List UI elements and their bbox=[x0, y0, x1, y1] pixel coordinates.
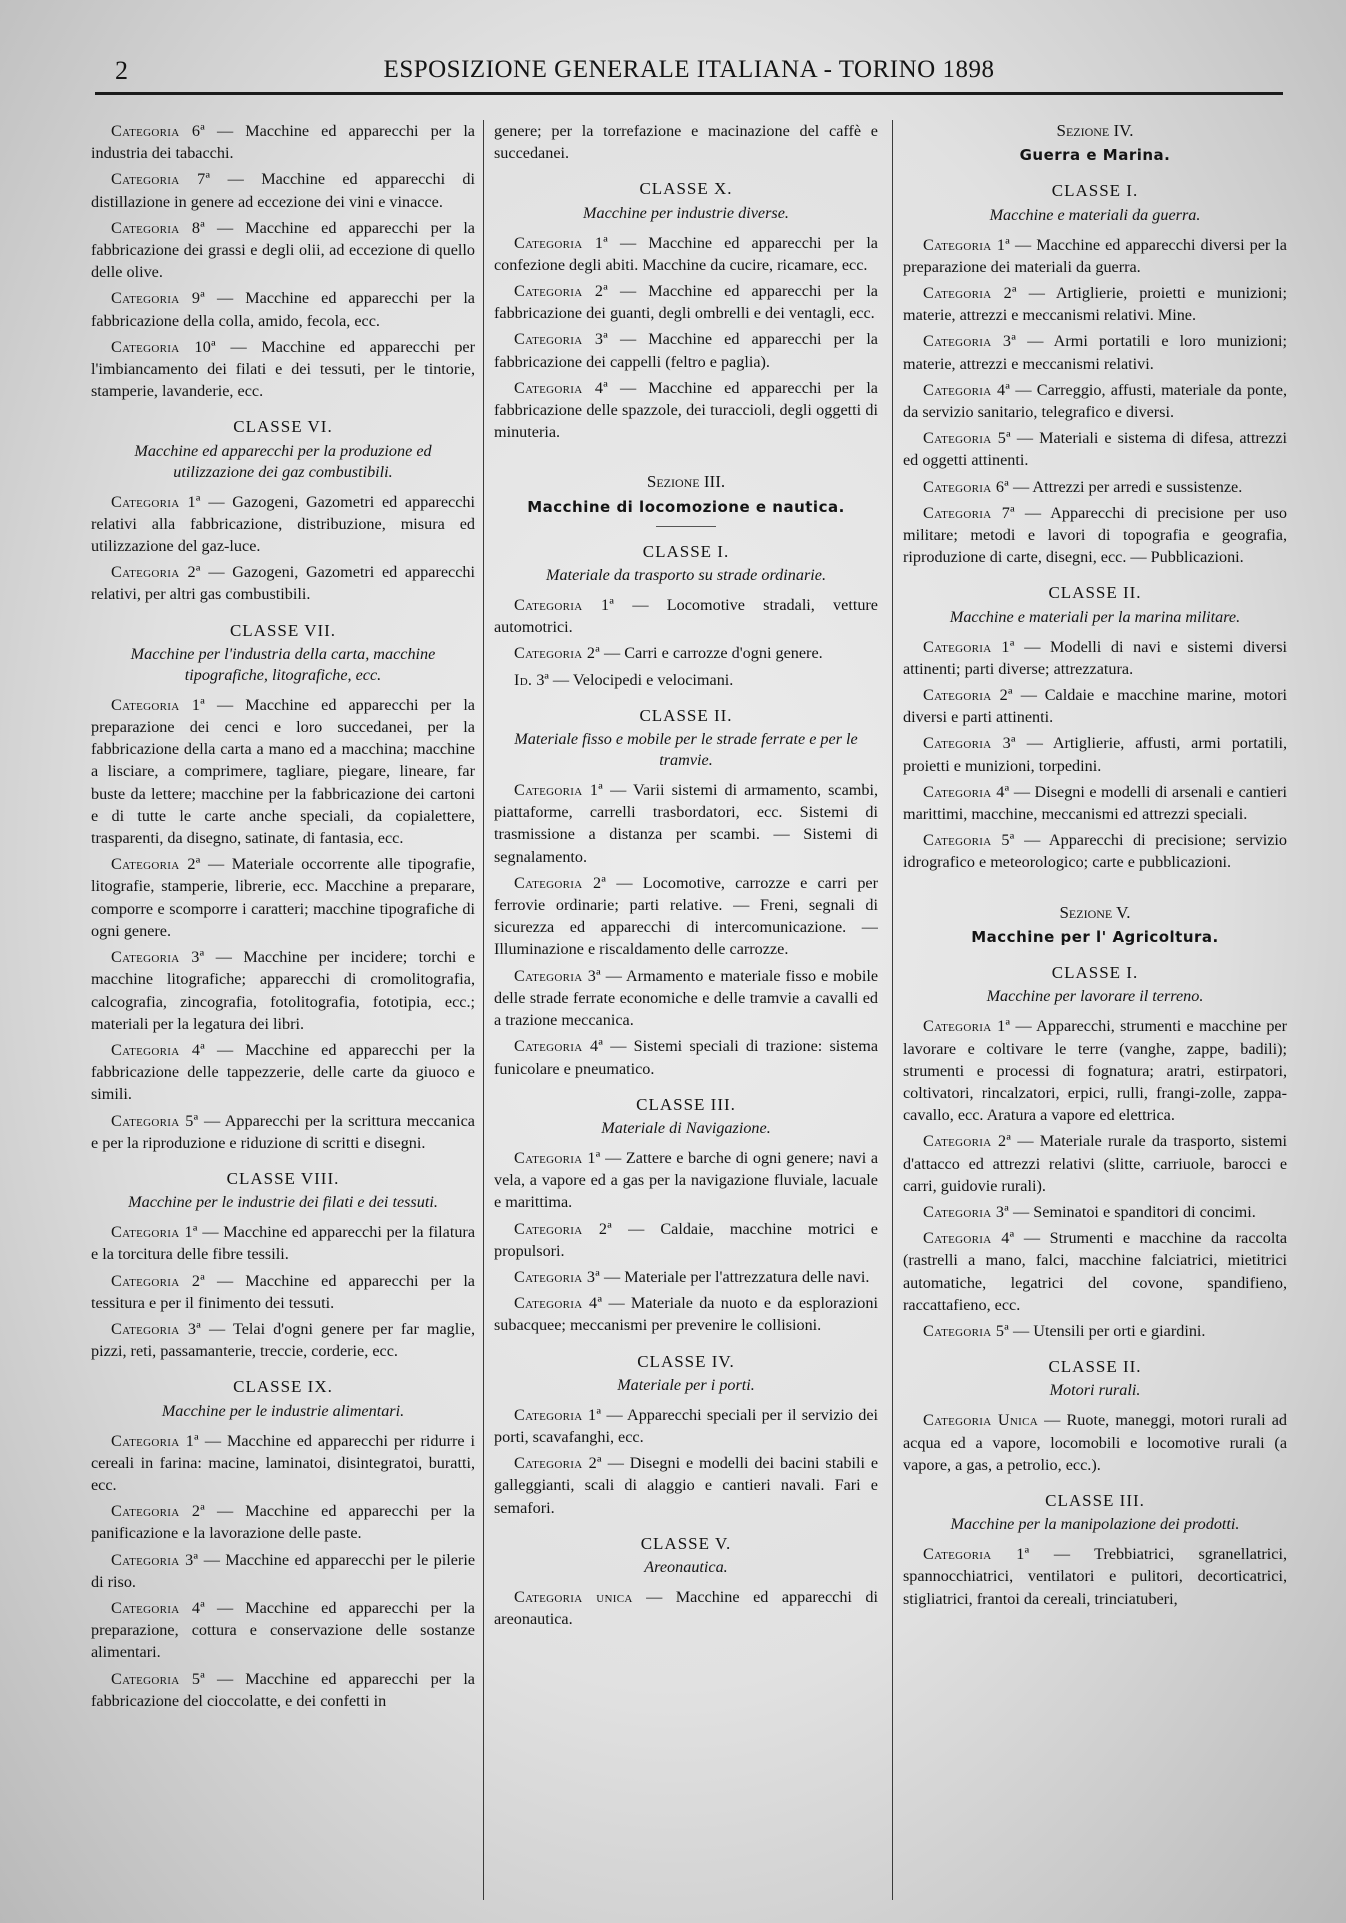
category-text: — Macchine ed apparecchi per la fabbricazione delle spazzole, dei turaccioli, degli oggetti di minuteria. bbox=[494, 378, 878, 442]
category-entry bbox=[494, 1452, 878, 1519]
category-entry bbox=[494, 280, 878, 324]
class-heading: CLASSE I. bbox=[1051, 181, 1139, 201]
category-label: Categoria 1ª bbox=[111, 1223, 198, 1242]
category-label: Categoria 5ª bbox=[923, 1321, 1009, 1340]
category-label: Categoria 2ª bbox=[111, 1502, 205, 1521]
category-label: Categoria 5ª bbox=[111, 1669, 205, 1688]
category-text: — Apparecchi di precisione; servizio idrografico e meteorologico; carte e pubblicazioni. bbox=[903, 831, 1287, 872]
class-heading: CLASSE II. bbox=[639, 705, 733, 725]
category-entry bbox=[494, 642, 878, 664]
class-heading: CLASSE IX. bbox=[233, 1377, 333, 1397]
category-text: — Utensili per orti e giardini. bbox=[1009, 1321, 1206, 1340]
category-entry bbox=[91, 1039, 475, 1106]
category-label: Categoria 2ª bbox=[514, 1219, 613, 1238]
category-text: — Varii sistemi di armamento, scambi, piattaforme, carrelli trasbordatori, ecc. Sistemi di trasmissione a distanza per scambi. — Sistemi di segnalamento. bbox=[494, 781, 878, 866]
class-heading: CLASSE V. bbox=[640, 1533, 732, 1553]
column-divider bbox=[892, 120, 893, 1900]
category-entry bbox=[494, 594, 878, 638]
category-text: — Materiale da nuoto e da esplorazioni subacquee; meccanismi per prevenire le collisioni. bbox=[494, 1294, 878, 1335]
section-heading: Sezione III. bbox=[646, 472, 726, 492]
category-text: — Trebbiatrici, sgranellatrici, spannocchiatrici, ventilatori e pulitori, decorticatrici, stigliatrici, frantoi da cereali, trinciatuberi, bbox=[903, 1545, 1287, 1608]
category-label: Categoria unica bbox=[514, 1587, 633, 1606]
category-entry bbox=[903, 282, 1287, 326]
category-entry bbox=[494, 669, 878, 691]
category-label: Categoria 3ª bbox=[514, 966, 601, 985]
category-label: Categoria 3ª bbox=[111, 948, 205, 967]
category-text: — Modelli di navi e sistemi diversi attinenti; parti diverse; attrezzatura. bbox=[903, 637, 1287, 678]
category-text: — Strumenti e macchine da raccolta (rastrelli a mano, falci, macchine falciatrici, mietitrici automatiche, legatrici del covone, spandifieno, raccattafieno, ecc. bbox=[903, 1229, 1287, 1314]
class-title: Macchine e materiali da guerra. bbox=[989, 205, 1201, 224]
category-label: Categoria 5ª bbox=[111, 1111, 199, 1130]
category-label: Categoria 1ª bbox=[111, 492, 201, 511]
category-text: 3ª — Velocipedi e velocimani. bbox=[532, 670, 734, 689]
category-entry bbox=[91, 1430, 475, 1497]
category-text: — Macchine ed apparecchi per la tessitura e per il finimento dei tessuti. bbox=[91, 1271, 475, 1312]
category-entry bbox=[903, 379, 1287, 423]
category-entry bbox=[494, 1404, 878, 1448]
category-label: Categoria 1ª bbox=[923, 1545, 1030, 1564]
category-label: Categoria 1ª bbox=[923, 637, 1015, 656]
category-entry bbox=[903, 1130, 1287, 1197]
category-label: Categoria 2ª bbox=[923, 1132, 1012, 1151]
category-label: Categoria 2ª bbox=[111, 855, 201, 874]
class-title: Materiale di Navigazione. bbox=[601, 1118, 771, 1137]
class-title: Macchine per la manipolazione dei prodotti. bbox=[950, 1515, 1240, 1534]
category-label: Categoria 3ª bbox=[514, 330, 608, 349]
column-left bbox=[91, 120, 475, 1910]
category-label: Categoria 4ª bbox=[514, 1294, 603, 1313]
class-title: Macchine per industrie diverse. bbox=[583, 203, 789, 222]
category-label: Categoria 4ª bbox=[923, 1229, 1015, 1248]
class-heading: CLASSE I. bbox=[642, 541, 730, 561]
category-text: — Disegni e modelli di arsenali e cantieri marittimi, macchine, meccanismi ed attrezzi speciali. bbox=[903, 782, 1287, 824]
category-entry bbox=[494, 377, 878, 444]
category-text: — Armi portatili e loro munizioni; materie, attrezzi e meccanismi relativi. bbox=[903, 332, 1287, 373]
class-heading: CLASSE III. bbox=[636, 1094, 736, 1114]
category-text: — Telai d'ogni genere per far maglie, pizzi, reti, passamanterie, treccie, corderie, ecc. bbox=[91, 1319, 475, 1361]
category-label: Categoria 10ª bbox=[111, 337, 216, 356]
category-label: Categoria Unica bbox=[923, 1411, 1039, 1430]
category-text: — Zattere e barche di ogni genere; navi a vela, a vapore ed a gas per la navigazione fluviale, lacuale e marittima. bbox=[494, 1148, 878, 1212]
section-heading: Sezione IV. bbox=[1056, 121, 1134, 140]
category-text: — Caldaie e macchine marine, motori diversi e parti attinenti. bbox=[903, 686, 1287, 727]
section-heading: Sezione V. bbox=[1059, 902, 1131, 922]
category-entry bbox=[91, 946, 475, 1035]
category-label: Categoria 2ª bbox=[514, 282, 608, 301]
class-title: Areonautica. bbox=[644, 1557, 728, 1576]
header-rule bbox=[95, 92, 1283, 95]
page-number: 2 bbox=[115, 56, 128, 85]
category-entry bbox=[91, 1668, 475, 1712]
category-text: — Macchine ed apparecchi per ridurre i cereali in farina: macine, laminatoi, disintegratoi, buratti, ecc. bbox=[91, 1431, 475, 1494]
category-text: — Macchine ed apparecchi di areonautica. bbox=[494, 1587, 878, 1629]
category-text: — Materiale rurale da trasporto, sistemi d'attacco ed attrezzi relativi (slitte, carriuole, barocci e carri, guidovie rurali). bbox=[903, 1132, 1287, 1195]
class-title: Macchine per le industrie dei filati e dei tessuti. bbox=[128, 1193, 438, 1212]
category-text: — Caldaie, macchine motrici e propulsori. bbox=[494, 1219, 878, 1260]
category-label: Categoria 4ª bbox=[923, 380, 1011, 399]
class-heading: CLASSE II. bbox=[1048, 583, 1142, 603]
category-label: Id. bbox=[514, 670, 533, 689]
category-text: — Macchine per incidere; torchi e macchine litografiche; apparecchi di cromolitografia, calcografia, zincografia, fotolitografia, fototipia, ecc.; materiali per la legatura dei libri. bbox=[91, 948, 475, 1033]
category-entry bbox=[903, 476, 1287, 498]
class-heading: CLASSE IV. bbox=[637, 1351, 735, 1371]
category-label: Categoria 4ª bbox=[514, 1037, 604, 1056]
section-title: Macchine per l' Agricoltura. bbox=[971, 927, 1219, 946]
category-text: — Materiale occorrente alle tipografie, litografie, stamperie, librerie, ecc. Macchine a preparare, comporre e scomporre i caratteri; macchine tipografiche di ogni genere. bbox=[91, 855, 475, 940]
category-entry bbox=[494, 232, 878, 276]
category-entry bbox=[494, 1218, 878, 1262]
category-text: — Materiali e sistema di difesa, attrezzi ed oggetti attinenti. bbox=[903, 429, 1287, 470]
category-entry bbox=[91, 336, 475, 403]
category-entry bbox=[903, 781, 1287, 825]
category-text: — Apparecchi di precisione per uso militare; metodi e lavori di topografia e geografia, riproduzione di carte, disegni, ecc. — Pubblicazioni. bbox=[903, 503, 1287, 567]
category-label: Categoria 3ª bbox=[111, 1550, 199, 1569]
class-title: Macchine per le industrie alimentari. bbox=[161, 1401, 405, 1420]
category-entry bbox=[91, 1597, 475, 1664]
class-heading: CLASSE I. bbox=[1051, 963, 1139, 983]
category-text: — Macchine ed apparecchi per la fabbricazione della colla, amido, fecola, ecc. bbox=[91, 289, 475, 330]
category-label: Categoria 3ª bbox=[111, 1319, 201, 1338]
category-text: — Seminatoi e spanditori di concimi. bbox=[1009, 1202, 1256, 1221]
category-text: — Artiglierie, proietti e munizioni; materie, attrezzi e meccanismi relativi. Mine. bbox=[903, 284, 1287, 325]
category-entry bbox=[494, 328, 878, 372]
category-entry bbox=[903, 234, 1287, 278]
category-text: — Macchine ed apparecchi per la fabbricazione dei grassi e degli olii, ad eccezione di quello delle olive. bbox=[91, 218, 475, 282]
category-text: — Macchine ed apparecchi per la fabbricazione delle tappezzerie, delle carte da giuoco e simili. bbox=[91, 1040, 475, 1104]
category-entry bbox=[91, 853, 475, 942]
class-heading: CLASSE X. bbox=[639, 179, 733, 199]
category-label: Categoria 1ª bbox=[923, 1017, 1011, 1036]
category-entry bbox=[903, 1320, 1287, 1342]
category-entry bbox=[91, 217, 475, 284]
category-text: — Carri e carrozze d'ogni genere. bbox=[600, 644, 823, 663]
category-label: Categoria 6ª bbox=[923, 477, 1009, 496]
category-text: — Sistemi speciali di trazione: sistema funicolare e pneumatico. bbox=[494, 1037, 878, 1078]
category-text: — Locomotive, carrozze e carri per ferrovie ordinarie; parti relative. — Freni, segnali di sicurezza ed apparecchi di intercomunicazione. — Illuminazione e riscaldamento delle carrozze. bbox=[494, 873, 878, 959]
category-label: Categoria 1ª bbox=[514, 1405, 602, 1424]
category-text: — Attrezzi per arredi e sussistenze. bbox=[1009, 477, 1243, 496]
category-entry bbox=[91, 1110, 475, 1154]
category-text: — Macchine ed apparecchi diversi per la preparazione dei materiali da guerra. bbox=[903, 235, 1287, 276]
section-title: Macchine di locomozione e nautica. bbox=[527, 497, 845, 516]
column-middle bbox=[494, 120, 878, 1910]
section-title: Guerra e Marina. bbox=[1019, 146, 1171, 165]
category-label: Categoria 3ª bbox=[923, 734, 1016, 753]
category-entry bbox=[903, 1543, 1287, 1610]
class-title: Materiale fisso e mobile per le strade ferrate e per le tramvie. bbox=[514, 730, 858, 770]
category-label: Categoria 7ª bbox=[923, 503, 1015, 522]
category-label: Categoria 2ª bbox=[514, 873, 607, 892]
category-entry bbox=[91, 561, 475, 605]
category-text: — Macchine ed apparecchi per la panificazione e la lavorazione delle paste. bbox=[91, 1502, 475, 1543]
category-entry bbox=[903, 1409, 1287, 1476]
category-entry bbox=[494, 779, 878, 868]
class-heading: CLASSE VI. bbox=[233, 417, 333, 437]
category-text: — Materiale per l'attrezzatura delle navi. bbox=[600, 1267, 870, 1286]
category-entry bbox=[91, 1270, 475, 1314]
category-entry bbox=[494, 872, 878, 961]
category-entry bbox=[91, 694, 475, 849]
category-text: — Locomotive stradali, vetture automotrici. bbox=[494, 596, 878, 637]
category-label: Categoria 5ª bbox=[923, 831, 1015, 850]
class-title: Macchine ed apparecchi per la produzione ed utilizzazione dei gaz combustibili. bbox=[134, 441, 432, 481]
category-text: — Macchine ed apparecchi per la preparazione dei cenci e loro succedanei, per la fabbricazione della carta a mano ed a macchina; macchine a lisciare, a comprimere, tagliare, piegare, lineare, far buste da lettere; macchine per la fabbricazione dei cartoni e di tutte le carte anche speciali, da copialettere, trasparenti, da disegno, satinate, di fantasia, ecc. bbox=[91, 695, 475, 848]
category-entry bbox=[91, 287, 475, 331]
category-entry bbox=[91, 1500, 475, 1544]
category-entry bbox=[903, 1015, 1287, 1126]
column-divider bbox=[483, 120, 484, 1900]
category-label: Categoria 4ª bbox=[111, 1040, 205, 1059]
class-title: Materiale da trasporto su strade ordinarie. bbox=[546, 566, 826, 585]
category-entry bbox=[903, 1201, 1287, 1223]
category-label: Categoria 1ª bbox=[514, 781, 604, 800]
category-label: Categoria 8ª bbox=[111, 218, 205, 237]
category-text: — Carreggio, affusti, materiale da ponte, da servizio sanitario, telegrafico e diversi. bbox=[903, 380, 1287, 422]
category-text: — Ruote, maneggi, motori rurali ad acqua ed a vapore, locomobili e locomotive rurali (a vapore, a gas, a petrolio, ecc.). bbox=[903, 1411, 1287, 1474]
class-title: Motori rurali. bbox=[1049, 1381, 1141, 1400]
category-text: — Armamento e materiale fisso e mobile delle strade ferrate economiche e delle tramvie a cavalli ed a trazione meccanica. bbox=[494, 966, 878, 1030]
category-label: Categoria 2ª bbox=[923, 284, 1017, 303]
category-label: Categoria 4ª bbox=[111, 1598, 205, 1617]
category-label: Categoria 2ª bbox=[514, 1454, 602, 1473]
category-text: — Apparecchi speciali per il servizio dei porti, scavafanghi, ecc. bbox=[494, 1405, 878, 1446]
category-text: — Macchine ed apparecchi di distillazione in genere ad eccezione dei vini e vinacce. bbox=[91, 170, 475, 211]
category-text: — Macchine ed apparecchi per la confezione degli abiti. Macchine da cucire, ricamare, ecc. bbox=[494, 233, 878, 274]
class-title: Macchine per l'industria della carta, macchine tipografiche, litografiche, ecc. bbox=[130, 644, 436, 684]
category-text: — Macchine ed apparecchi per la industria dei tabacchi. bbox=[91, 122, 475, 163]
category-entry bbox=[903, 330, 1287, 374]
category-label: Categoria 5ª bbox=[923, 429, 1011, 448]
category-label: Categoria 1ª bbox=[514, 596, 615, 615]
category-label: Categoria 2ª bbox=[111, 563, 201, 582]
continued-text: genere; per la torrefazione e macinazione del caffè e succedanei. bbox=[494, 122, 878, 163]
class-heading: CLASSE III. bbox=[1045, 1490, 1145, 1510]
running-title: ESPOSIZIONE GENERALE ITALIANA - TORINO 1898 bbox=[383, 56, 995, 83]
category-entry bbox=[903, 427, 1287, 471]
category-entry bbox=[903, 684, 1287, 728]
class-title: Macchine per lavorare il terreno. bbox=[986, 987, 1204, 1006]
class-title: Materiale per i porti. bbox=[617, 1375, 755, 1394]
category-entry bbox=[494, 965, 878, 1032]
category-entry bbox=[494, 1266, 878, 1288]
category-label: Categoria 2ª bbox=[923, 686, 1013, 705]
category-entry bbox=[903, 636, 1287, 680]
category-text: — Macchine ed apparecchi per la fabbricazione dei guanti, degli ombrelli e dei ventagli, ecc. bbox=[494, 282, 878, 323]
category-entry bbox=[903, 502, 1287, 569]
category-label: Categoria 3ª bbox=[514, 1267, 600, 1286]
category-entry bbox=[903, 732, 1287, 776]
category-text: — Gazogeni, Gazometri ed apparecchi relativi alla fabbricazione, distribuzione, misura ed utilizzazione del gaz-luce. bbox=[91, 492, 475, 556]
category-text: — Macchine ed apparecchi per la fabbricazione dei cappelli (feltro e paglia). bbox=[494, 330, 878, 371]
category-entry bbox=[494, 1147, 878, 1214]
category-label: Categoria 3ª bbox=[923, 1202, 1009, 1221]
column-right bbox=[903, 120, 1287, 1910]
category-entry bbox=[903, 1227, 1287, 1316]
category-label: Categoria 1ª bbox=[111, 1431, 199, 1450]
category-entry bbox=[494, 1586, 878, 1630]
category-entry bbox=[494, 1292, 878, 1336]
category-label: Categoria 1ª bbox=[111, 695, 205, 714]
category-entry bbox=[91, 1549, 475, 1593]
category-label: Categoria 7ª bbox=[111, 170, 211, 189]
category-label: Categoria 3ª bbox=[923, 332, 1017, 351]
category-text: — Macchine ed apparecchi per le pilerie di riso. bbox=[91, 1550, 475, 1591]
class-heading: CLASSE VII. bbox=[229, 620, 337, 640]
category-label: Categoria 1ª bbox=[514, 233, 608, 252]
category-text: — Macchine ed apparecchi per la preparazione, cottura e conservazione delle sostanze alimentari. bbox=[91, 1598, 475, 1662]
class-heading: CLASSE VIII. bbox=[226, 1168, 340, 1188]
category-label: Categoria 4ª bbox=[514, 378, 608, 397]
page-header bbox=[95, 52, 1283, 92]
class-heading: CLASSE II. bbox=[1048, 1357, 1142, 1377]
category-entry bbox=[903, 829, 1287, 873]
category-label: Categoria 9ª bbox=[111, 289, 205, 308]
category-label: Categoria 6ª bbox=[111, 122, 205, 140]
category-label: Categoria 4ª bbox=[923, 782, 1010, 801]
category-label: Categoria 1ª bbox=[923, 235, 1010, 254]
category-text: — Macchine ed apparecchi per la fabbricazione del cioccolatte, e dei confetti in bbox=[91, 1669, 475, 1710]
class-title: Macchine e materiali per la marina militare. bbox=[949, 607, 1241, 626]
category-label: Categoria 1ª bbox=[514, 1148, 601, 1167]
category-entry bbox=[91, 491, 475, 558]
category-text: — Macchine ed apparecchi per la filatura e la torcitura delle fibre tessili. bbox=[91, 1223, 475, 1264]
category-label: Categoria 2ª bbox=[514, 644, 600, 663]
category-text: — Macchine ed apparecchi per l'imbiancamento dei filati e dei tessuti, per le tintorie, stamperie, lavanderie, ecc. bbox=[91, 337, 475, 401]
category-text: — Apparecchi per la scrittura meccanica e per la riproduzione e riduzione di scritti e disegni. bbox=[91, 1111, 475, 1152]
category-entry bbox=[91, 1318, 475, 1362]
category-text: — Artiglierie, affusti, armi portatili, proietti e munizioni, torpedini. bbox=[903, 734, 1287, 775]
category-label: Categoria 2ª bbox=[111, 1271, 205, 1290]
category-text: — Gazogeni, Gazometri ed apparecchi relativi, per altri gas combustibili. bbox=[91, 563, 475, 604]
category-entry bbox=[91, 168, 475, 212]
category-text: — Apparecchi, strumenti e macchine per lavorare e coltivare le terre (vanghe, zappe, badili); strumenti e processi di fognatura; aratri, estirpatori, coltivatori, rincalzatori, erpici, rulli, frangi-zolle, zappa-cavallo, ecc. Aratura a vapore ed elettrica. bbox=[903, 1017, 1287, 1125]
section-rule bbox=[656, 526, 716, 527]
category-entry bbox=[91, 120, 475, 164]
category-entry bbox=[91, 1221, 475, 1265]
category-entry bbox=[494, 1035, 878, 1079]
category-text: — Disegni e modelli dei bacini stabili e galleggianti, scali di alaggio e cantieri navali. Fari e semafori. bbox=[494, 1454, 878, 1517]
